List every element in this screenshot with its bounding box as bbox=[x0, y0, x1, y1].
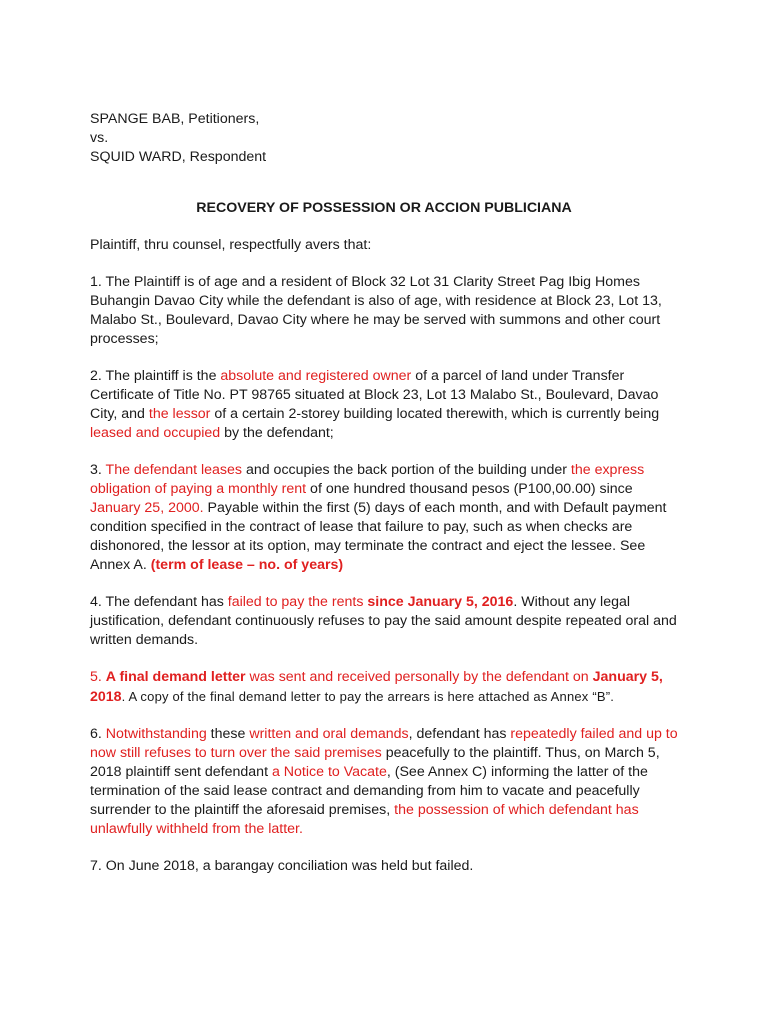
p6-text-a: 6. bbox=[90, 726, 106, 742]
p6-text-c: these bbox=[206, 726, 250, 742]
caption-petitioner: SPANGE BAB, Petitioners, bbox=[90, 111, 260, 127]
p3-text-e: of one hundred thousand pesos (P100,00.00) since bbox=[306, 481, 633, 497]
p4-highlight-failed: failed to pay the rents bbox=[227, 594, 368, 610]
p3-highlight-term: (term of lease – no. of years) bbox=[150, 557, 344, 573]
paragraph-1: 1. The Plaintiff is of age and a resident of Block 32 Lot 31 Clarity Street Pag Ibig Homes Buhangin Davao City while the defendant is also of age, with residence at Block 23, Lot 13, Malabo St., Boulevard, Davao City where he may be served with summons and other court processes; bbox=[90, 274, 662, 347]
p2-highlight-lessor: the lessor bbox=[148, 406, 211, 422]
caption-respondent: SQUID WARD, Respondent bbox=[90, 149, 267, 165]
p5-highlight-date: January 5, 2018 bbox=[90, 669, 663, 705]
p2-text-g: by the defendant; bbox=[220, 425, 334, 441]
p4-text-d: . Without any legal justification, defendant continuously refuses to pay the said amount despite repeated oral and written demands. bbox=[90, 594, 677, 648]
paragraph-7: 7. On June 2018, a barangay conciliation was held but failed. bbox=[90, 858, 474, 874]
p3-text-a: 3. bbox=[90, 462, 106, 478]
p6-highlight-demands: written and oral demands bbox=[249, 726, 409, 742]
p4-highlight-since: since January 5, 2016 bbox=[367, 594, 514, 610]
p6-text-e: , defendant has bbox=[408, 726, 511, 742]
p3-highlight-obligation: the express obligation of paying a monthly rent bbox=[90, 462, 645, 497]
p4-text-a: 4. The defendant has bbox=[90, 594, 228, 610]
p2-text-c: of a parcel of land under Transfer Certificate of Title No. PT 98765 situated at Block 23, Lot 13 Malabo St., Boulevard, Davao City, and bbox=[90, 368, 659, 422]
p5-highlight-letter: A final demand letter bbox=[105, 669, 246, 685]
p6-highlight-notice: a Notice to Vacate bbox=[271, 764, 387, 780]
p5-text-e: . A copy of the final demand letter to pay the arrears is here attached as Annex “B”. bbox=[121, 689, 615, 704]
p2-text-e: of a certain 2-storey building located therewith, which is currently being bbox=[210, 406, 660, 422]
p3-highlight-leases: The defendant leases bbox=[105, 462, 242, 478]
intro-paragraph: Plaintiff, thru counsel, respectfully avers that: bbox=[90, 237, 372, 253]
p6-highlight-possession: the possession of which defendant has unlawfully withheld from the latter. bbox=[90, 802, 639, 837]
document-title: RECOVERY OF POSSESSION OR ACCION PUBLICIANA bbox=[196, 200, 572, 216]
paragraph-3 bbox=[90, 461, 678, 575]
p6-highlight-notwithstanding: Notwithstanding bbox=[105, 726, 207, 742]
p6-text-g: peacefully to the plaintiff. Thus, on March 5, 2018 plaintiff sent defendant bbox=[90, 745, 660, 780]
p2-highlight-owner: absolute and registered owner bbox=[220, 368, 412, 384]
p3-text-c: and occupies the back portion of the building under bbox=[242, 462, 571, 478]
p3-highlight-date: January 25, 2000. bbox=[90, 500, 204, 516]
paragraph-5 bbox=[90, 668, 678, 707]
p5-text-a: 5. bbox=[90, 669, 106, 685]
paragraph-6 bbox=[90, 725, 678, 839]
paragraph-4 bbox=[90, 593, 678, 650]
p3-text-g: Payable within the first (5) days of each month, and with Default payment condition specified in the contract of lease that failure to pay, such as when checks are dishonored, the lessor at its option, may terminate the contract and eject the lessee. See Annex A. bbox=[90, 500, 667, 573]
p6-highlight-refuses: repeatedly failed and up to now still refuses to turn over the said premises bbox=[90, 726, 678, 761]
p2-text-a: 2. The plaintiff is the bbox=[90, 368, 221, 384]
p2-highlight-leased: leased and occupied bbox=[90, 425, 221, 441]
caption-versus: vs. bbox=[90, 130, 109, 146]
paragraph-2 bbox=[90, 367, 678, 443]
p6-text-i: , (See Annex C) informing the latter of the termination of the said lease contract and demanding from him to vacate and peacefully surrender to the plaintiff the aforesaid premises, bbox=[90, 764, 648, 818]
p5-highlight-sent: was sent and received personally by the defendant on bbox=[245, 669, 593, 685]
